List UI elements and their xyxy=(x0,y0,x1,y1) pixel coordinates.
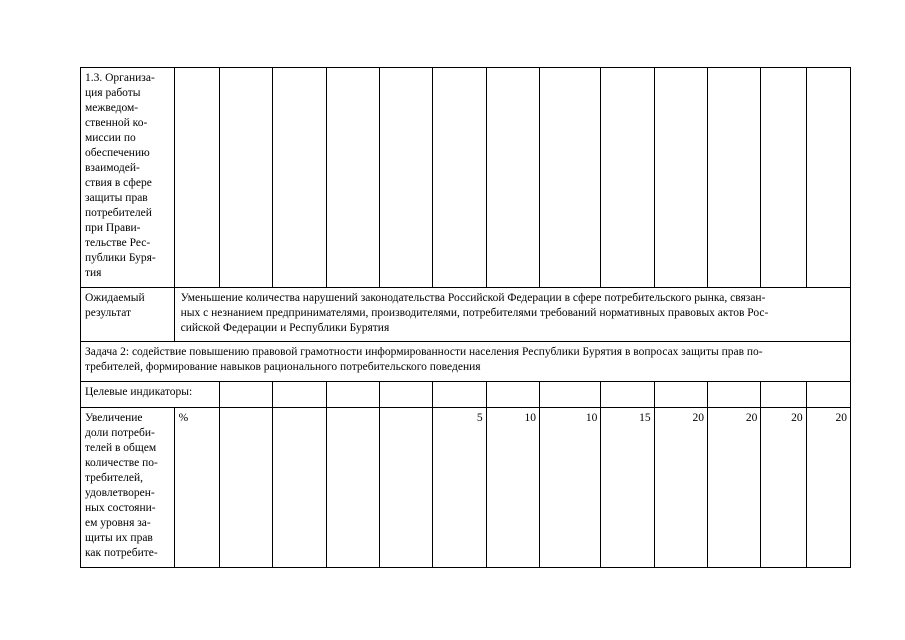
expected-result-label-line: Ожидаемый xyxy=(85,292,145,304)
task-text-line: требителей, формирование навыков рационального потребительского поведения xyxy=(85,361,481,373)
activity-label-line: защиты прав xyxy=(85,192,148,204)
activity-label-line: межведом- xyxy=(85,102,139,114)
expected-result-row xyxy=(81,288,851,342)
empty-cell xyxy=(601,68,654,288)
empty-cell xyxy=(654,68,707,288)
empty-cell xyxy=(433,68,486,288)
empty-cell xyxy=(761,68,806,288)
task-text-cell xyxy=(81,342,851,382)
value-cell: 20 xyxy=(761,408,806,568)
empty-cell xyxy=(379,68,432,288)
indicator-label-line: ем уровня за- xyxy=(85,517,151,529)
empty-cell xyxy=(379,382,432,408)
empty-cell xyxy=(174,68,219,288)
value-cell xyxy=(326,408,379,568)
activity-label-line: взаимодей- xyxy=(85,162,140,174)
expected-result-label-cell xyxy=(81,288,175,342)
empty-cell xyxy=(806,68,850,288)
activity-label-line: ствия в сфере xyxy=(85,177,152,189)
value-cell: 10 xyxy=(486,408,539,568)
indicators-label-cell xyxy=(81,382,220,408)
empty-cell xyxy=(433,382,486,408)
empty-cell xyxy=(486,382,539,408)
value-cell xyxy=(219,408,272,568)
value-cell: 20 xyxy=(806,408,850,568)
activity-label-line: ция работы xyxy=(85,87,141,99)
indicator-label-line: как потребите- xyxy=(85,547,158,559)
empty-cell xyxy=(708,68,761,288)
activity-label-line: потребителей xyxy=(85,207,152,219)
expected-result-label-line: результат xyxy=(85,307,132,319)
empty-cell xyxy=(326,68,379,288)
activity-label-line: публики Буря- xyxy=(85,252,156,264)
empty-cell xyxy=(654,382,707,408)
empty-cell xyxy=(601,382,654,408)
activity-label-line: при Прави- xyxy=(85,222,141,234)
empty-cell xyxy=(273,382,326,408)
unit-cell xyxy=(174,408,219,568)
indicator-label-line: удовлетворен- xyxy=(85,487,155,499)
value-cell: 20 xyxy=(708,408,761,568)
empty-cell xyxy=(486,68,539,288)
value-cell: 20 xyxy=(654,408,707,568)
indicator-label-line: количестве по- xyxy=(85,457,158,469)
expected-result-text-line: ных с незнанием предпринимателями, производителями, потребителями требований нормативных правовых актов Рос- xyxy=(180,307,769,319)
empty-cell xyxy=(219,382,272,408)
empty-cell xyxy=(326,382,379,408)
activity-label-cell xyxy=(81,68,175,288)
indicator-increase-row xyxy=(81,408,851,568)
expected-result-text-line: сийской Федерации и Республики Бурятия xyxy=(180,322,390,334)
value-cell: 10 xyxy=(539,408,600,568)
empty-cell xyxy=(761,382,806,408)
value-cell xyxy=(273,408,326,568)
empty-cell xyxy=(273,68,326,288)
indicator-label-line: щиты их прав xyxy=(85,532,153,544)
program-table xyxy=(80,67,851,568)
activity-label-line: ственной ко- xyxy=(85,117,148,129)
activity-label-line: миссии по xyxy=(85,132,136,144)
empty-cell xyxy=(219,68,272,288)
task-row xyxy=(81,342,851,382)
indicator-increase-label-cell xyxy=(81,408,175,568)
expected-result-text-line: Уменьшение количества нарушений законодательства Российской Федерации в сфере потребительского рынка, связан- xyxy=(180,292,766,304)
indicator-label-line: ных состояни- xyxy=(85,502,156,514)
activity-label-line: тельстве Рес- xyxy=(85,237,151,249)
empty-cell xyxy=(539,382,600,408)
indicator-label-line: Увеличение xyxy=(85,412,143,424)
empty-cell xyxy=(539,68,600,288)
value-cell: 5 xyxy=(433,408,486,568)
unit-value: % xyxy=(178,412,189,424)
value-cell xyxy=(379,408,432,568)
activity-label-line: тия xyxy=(85,267,102,279)
activity-label-line: обеспечению xyxy=(85,147,150,159)
empty-cell xyxy=(806,382,850,408)
indicators-label: Целевые индикаторы: xyxy=(85,386,193,398)
indicator-label-line: доли потреби- xyxy=(85,427,155,439)
activity-row xyxy=(81,68,851,288)
indicator-label-line: телей в общем xyxy=(85,442,157,454)
task-text-line: Задача 2: содействие повышению правовой грамотности информированности населения Республики Бурятия в вопросах защиты прав по- xyxy=(85,346,763,358)
value-cell: 15 xyxy=(601,408,654,568)
indicators-row xyxy=(81,382,851,408)
activity-label-line: 1.3. Организа- xyxy=(85,72,155,84)
empty-cell xyxy=(708,382,761,408)
indicator-label-line: требителей, xyxy=(85,472,144,484)
expected-result-text-cell xyxy=(174,288,850,342)
